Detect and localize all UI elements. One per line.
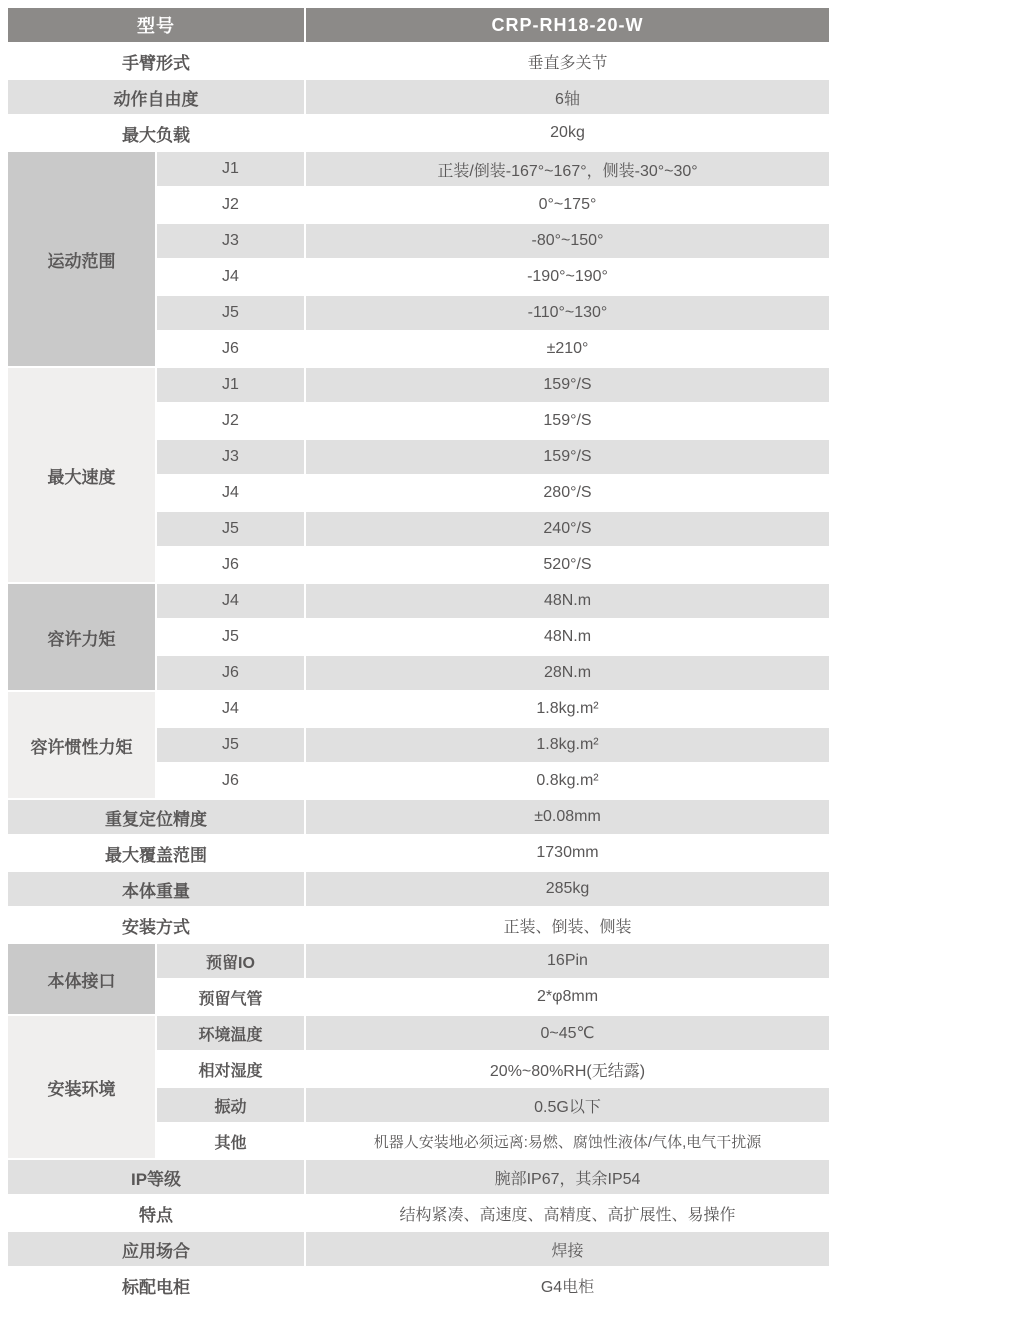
- table-row: [8, 872, 829, 906]
- group-label-max-speed: 最大速度: [8, 368, 155, 582]
- value-reserved-io: 16Pin: [306, 944, 829, 978]
- value-motion-j3: -80°~150°: [306, 224, 829, 258]
- key-torque-j6: J6: [157, 656, 304, 690]
- key-torque-j4: J4: [157, 584, 304, 618]
- key-speed-j2: J2: [222, 412, 239, 429]
- value-features: 结构紧凑、高速度、高精度、高扩展性、易操作: [399, 1206, 736, 1224]
- value-reserved-air-tube: 2*φ8mm: [536, 988, 599, 1005]
- label-dof: 动作自由度: [8, 80, 304, 114]
- key-ambient-temperature: 环境温度: [157, 1016, 304, 1050]
- value-inertia-j5: 1.8kg.m²: [306, 728, 829, 762]
- value-application: 焊接: [306, 1232, 829, 1266]
- robot-spec-table: [6, 6, 831, 1304]
- value-ip-rating: 腕部IP67，其余IP54: [306, 1160, 829, 1194]
- label-body-weight: 本体重量: [8, 872, 304, 906]
- table-row: [8, 116, 829, 150]
- key-motion-j4: J4: [222, 268, 239, 285]
- table-row: [8, 944, 829, 978]
- value-speed-j6: 520°/S: [543, 556, 592, 573]
- table-row: [8, 1160, 829, 1194]
- label-max-payload: 最大负载: [122, 125, 190, 145]
- label-standard-cabinet: 标配电柜: [122, 1277, 190, 1297]
- key-motion-j5: J5: [157, 296, 304, 330]
- key-speed-j3: J3: [157, 440, 304, 474]
- key-speed-j6: J6: [222, 556, 239, 573]
- value-max-payload: 20kg: [550, 124, 585, 141]
- label-mounting-method: 安装方式: [122, 917, 190, 937]
- key-motion-j2: J2: [222, 196, 239, 213]
- value-max-reach: 1730mm: [536, 844, 599, 861]
- value-motion-j6: ±210°: [546, 340, 589, 357]
- value-speed-j1: 159°/S: [306, 368, 829, 402]
- key-motion-j6: J6: [222, 340, 239, 357]
- value-body-weight: 285kg: [306, 872, 829, 906]
- value-speed-j3: 159°/S: [306, 440, 829, 474]
- key-torque-j5: J5: [222, 628, 239, 645]
- key-motion-j3: J3: [157, 224, 304, 258]
- table-row: [8, 1196, 829, 1230]
- value-speed-j4: 280°/S: [543, 484, 592, 501]
- group-label-allowable-inertia: 容许惯性力矩: [8, 692, 155, 798]
- model-header-label: 型号: [8, 8, 304, 42]
- label-max-reach: 最大覆盖范围: [105, 845, 207, 865]
- value-inertia-j4: 1.8kg.m²: [536, 700, 599, 717]
- key-speed-j4: J4: [222, 484, 239, 501]
- value-dof: 6轴: [306, 80, 829, 114]
- table-row: [8, 368, 829, 402]
- table-row: [8, 1268, 829, 1302]
- value-other: 机器人安装地必须远离:易燃、腐蚀性液体/气体,电气干扰源: [373, 1133, 762, 1151]
- value-vibration: 0.5G以下: [306, 1088, 829, 1122]
- table-row: [8, 800, 829, 834]
- table-row: [8, 836, 829, 870]
- table-row: [8, 1232, 829, 1266]
- label-repeatability: 重复定位精度: [8, 800, 304, 834]
- key-relative-humidity: 相对湿度: [198, 1062, 263, 1080]
- value-relative-humidity: 20%~80%RH(无结露): [489, 1062, 646, 1080]
- table-row: [8, 1016, 829, 1050]
- value-torque-j5: 48N.m: [543, 628, 592, 645]
- key-inertia-j6: J6: [222, 772, 239, 789]
- value-motion-j2: 0°~175°: [538, 196, 597, 213]
- model-header-value: CRP-RH18-20-W: [306, 8, 829, 42]
- value-standard-cabinet: G4电柜: [540, 1278, 595, 1296]
- label-features: 特点: [139, 1205, 173, 1225]
- value-motion-j5: -110°~130°: [306, 296, 829, 330]
- value-repeatability: ±0.08mm: [306, 800, 829, 834]
- key-vibration: 振动: [157, 1088, 304, 1122]
- group-label-install-environment: 安装环境: [8, 1016, 155, 1158]
- key-inertia-j5: J5: [157, 728, 304, 762]
- value-mounting-method: 正装、倒装、侧装: [503, 918, 632, 936]
- value-speed-j2: 159°/S: [543, 412, 592, 429]
- value-arm-type: 垂直多关节: [527, 54, 608, 72]
- value-ambient-temperature: 0~45℃: [306, 1016, 829, 1050]
- table-row: [8, 692, 829, 726]
- key-speed-j1: J1: [157, 368, 304, 402]
- key-motion-j1: J1: [157, 152, 304, 186]
- key-reserved-io: 预留IO: [157, 944, 304, 978]
- group-label-motion-range: 运动范围: [8, 152, 155, 366]
- key-inertia-j4: J4: [222, 700, 239, 717]
- value-motion-j1: 正装/倒装-167°~167°，侧装-30°~30°: [306, 152, 829, 186]
- value-torque-j4: 48N.m: [306, 584, 829, 618]
- label-ip-rating: IP等级: [8, 1160, 304, 1194]
- table-row: [8, 908, 829, 942]
- table-row: [8, 152, 829, 186]
- table-row: [8, 584, 829, 618]
- group-label-body-interface: 本体接口: [8, 944, 155, 1014]
- table-row: [8, 80, 829, 114]
- value-motion-j4: -190°~190°: [527, 268, 608, 285]
- table-header-row: [8, 8, 829, 42]
- key-other: 其他: [214, 1134, 247, 1152]
- label-arm-type: 手臂形式: [122, 53, 190, 73]
- group-label-allowable-torque: 容许力矩: [8, 584, 155, 690]
- value-inertia-j6: 0.8kg.m²: [536, 772, 599, 789]
- key-reserved-air-tube: 预留气管: [198, 990, 263, 1008]
- value-torque-j6: 28N.m: [306, 656, 829, 690]
- table-row: [8, 44, 829, 78]
- key-speed-j5: J5: [157, 512, 304, 546]
- label-application: 应用场合: [8, 1232, 304, 1266]
- value-speed-j5: 240°/S: [306, 512, 829, 546]
